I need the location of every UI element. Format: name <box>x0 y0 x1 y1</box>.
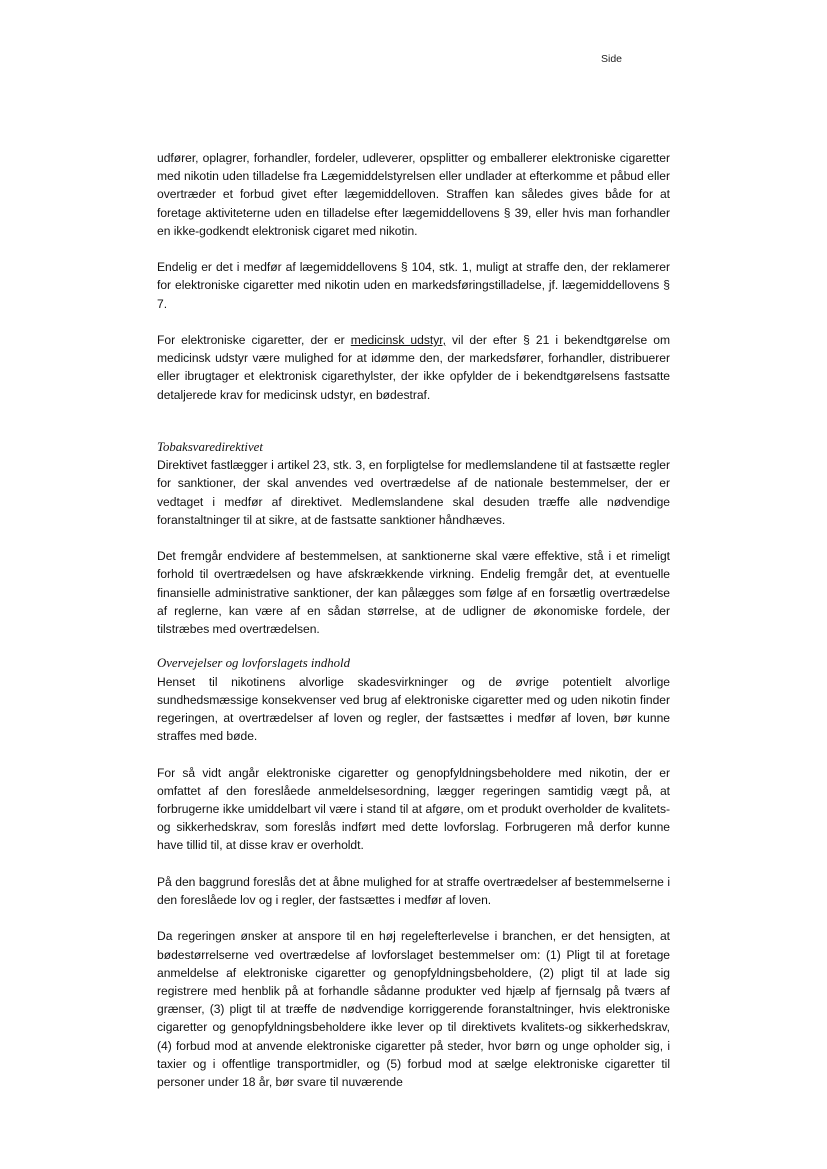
paragraph-directive-article: Direktivet fastlægger i artikel 23, stk. 3, en forpligtelse for medlemslandene til at fastsætte regler for sanktioner, der skal anvendes ved overtrædelse af de nationale bestemmelser, der er vedtaget i medfør af direktivet. Medlemslandene skal desuden træffe alle nødvendige foranstaltninger til at sikre, at de fastsatte sanktioner håndhæves. <box>157 458 670 527</box>
paragraph-medical-device-end: vil der efter § 21 i bekendtgørelse om medicinsk udstyr være mulighed for at idømme den, der markedsfører, forhandler, distribuerer eller ibrugtager et elektronisk cigarethylster, der ikke opfylder de i bekendtgørelsens fastsatte detaljerede krav for medicinsk udstyr, en bødestraf. <box>157 333 671 402</box>
paragraph-sanctions-effective: Det fremgår endvidere af bestemmelsen, at sanktionerne skal være effektive, stå i et rimeligt forhold til overtrædelsen og have afskrækkende virkning. Endelig fremgår det, at eventuelle finansielle administrative sanktioner, der kan pålægges som følge af en forsætlig overtrædelse af reglerne, kan være af en sådan størrelse, at de udligner de økonomiske fordele, der tilstræbes med overtrædelsen. <box>157 549 670 637</box>
paragraph-penalty-activities: udfører, oplagrer, forhandler, fordeler, udleverer, opsplitter og emballerer elektroniske cigaretter med nikotin uden tilladelse fra Lægemiddelstyrelsen eller undlader at efterkomme et påbud eller overtræder et forbud givet efter lægemiddelloven. Straffen kan således gives både for at foretage aktiviteterne uden en tilladelse efter lægemiddellovens § 39, eller hvis man forhandler en ikke-godkendt elektronisk cigaret med nikotin. <box>157 151 670 238</box>
paragraph-medical-device-start: For elektroniske cigaretter, der er <box>157 333 351 347</box>
paragraph-fine-levels: Da regeringen ønsker at anspore til en høj regelefterlevelse i branchen, er det hensigten, at bødestørrelserne ved overtrædelse af lovforslaget bestemmelser om: (1) Pligt til at foretage anmeldelse af elektroniske cigaretter og genopfyldningsbeholdere, (2) pligt til at lade sig registrere med henblik på at forhandle sådanne produkter ved hjælp af fjernsalg på tværs af grænser, (3) pligt til at træffe de nødvendige korriggerende foranstaltninger, hvis elektroniske cigaretter og genopfyldningsbeholdere ikke lever op til direktivets kvalitets-og sikkerhedskrav, (4) forbud mod at anvende elektroniske cigaretter på steder, hvor børn og unge opholder sig, i taxier og i offentlige transportmidler, og (5) forbud mod at sælge elektroniske cigaretter til personer under 18 år, bør svare til nuværende <box>157 929 670 1090</box>
paragraph-nicotine-harm: Henset til nikotinens alvorlige skadesvirkninger og de øvrige potentielt alvorlige sundhedsmæssige konsekvenser ved brug af elektroniske cigaretter med og uden nikotin finder regeringen, at overtrædelser af loven og regler, der fastsættes i medfør af loven, bør kunne straffes med bøde. <box>157 674 670 744</box>
heading-tobacco-directive: Tobaksvaredirektivet <box>157 439 263 454</box>
paragraph-advertising-penalty: Endelig er det i medfør af lægemiddellovens § 104, stk. 1, muligt at straffe den, der reklamerer for elektroniske cigaretter med nikotin uden en markedsføringstilladelse, jf. lægemiddellovens § 7. <box>157 260 670 311</box>
paragraph-penalty-proposal: På den baggrund foreslås det at åbne mulighed for at straffe overtrædelser af bestemmelserne i den foreslåede lov og i regler, der fastsættes i medfør af loven. <box>157 874 670 908</box>
paragraph-medical-device <box>157 331 670 404</box>
medical-device-link[interactable]: medicinsk udstyr, <box>350 333 446 347</box>
page-header-label: Side <box>601 53 623 65</box>
document-body <box>157 149 670 1091</box>
heading-considerations: Overvejelser og lovforslagets indhold <box>157 656 350 671</box>
paragraph-consumer-trust: For så vidt angår elektroniske cigaretter og genopfyldningsbeholdere med nikotin, der er omfattet af den foreslåede anmeldelsesordning, lægger regeringen samtidig vægt på, at forbrugerne ikke umiddelbart vil være i stand til at afgøre, om et produkt overholder de kvalitets- og sikkerhedskrav, som foreslås indført med dette lovforslag. Forbrugeren må derfor kunne have tillid til, at disse krav er overholdt. <box>157 765 670 853</box>
